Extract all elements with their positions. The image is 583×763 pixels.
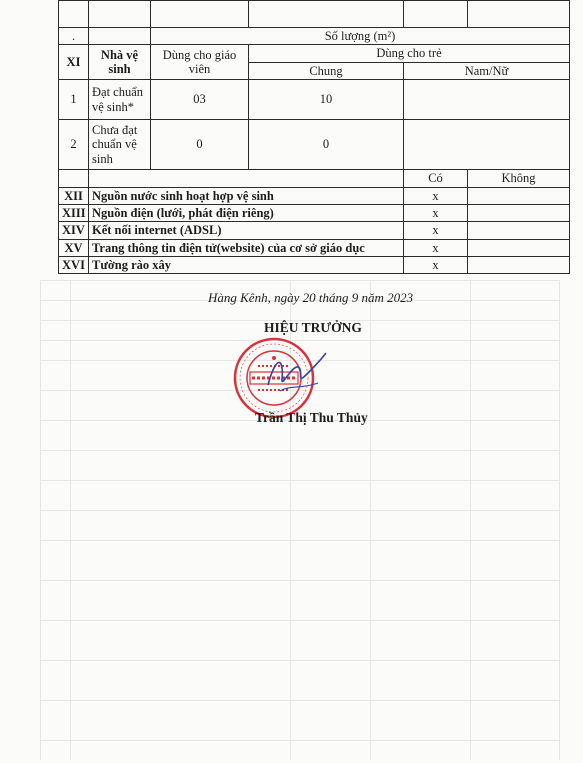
signer-name: Trần Thị Thu Thủy [255,410,368,425]
check-header-row [59,170,570,187]
table-row [59,239,570,256]
header-so-luong: Số lượng (m²) [151,28,570,45]
check-stt: XVI [59,257,89,274]
row-chung: 0 [249,120,404,170]
row-namnu [404,120,570,170]
check-stt: XV [59,239,89,256]
row-gv: 0 [151,120,249,170]
check-khong [468,187,570,204]
header-dung-cho-gv: Dùng cho giáo viên [151,45,249,80]
check-name: Trang thông tin điện tử(website) của cơ sở giáo dục [89,239,404,256]
table-row [59,187,570,204]
header-dot: . [59,28,89,45]
row-name: Chưa đạt chuẩn vệ sinh [89,120,151,170]
check-name: Kết nối internet (ADSL) [89,222,404,239]
check-name: Nguồn nước sinh hoạt hợp vệ sinh [89,187,404,204]
header-nam-nu: Nam/Nữ [404,62,570,79]
signing-date: Hàng Kênh, ngày 20 tháng 9 năm 2023 [208,290,414,305]
signature-icon [262,345,332,405]
check-stt: XIII [59,204,89,221]
table-row [59,222,570,239]
check-khong [468,204,570,221]
row-chung: 10 [249,80,404,120]
check-khong [468,239,570,256]
check-name: Nguồn điện (lưới, phát điện riêng) [89,204,404,221]
table-header-row-1 [59,28,570,45]
table-row [59,204,570,221]
check-co: x [404,204,468,221]
row-stt: 1 [59,80,89,120]
check-co: x [404,239,468,256]
table-top-strip [59,1,570,28]
check-co: x [404,257,468,274]
header-dung-cho-tre: Dùng cho trẻ [249,45,570,62]
table-row [59,80,570,120]
row-name: Đạt chuẩn vệ sinh* [89,80,151,120]
header-khong: Không [468,170,570,187]
table-row [59,120,570,170]
check-co: x [404,222,468,239]
table-row [59,257,570,274]
check-name: Tường rào xây [89,257,404,274]
check-stt: XII [59,187,89,204]
header-chung: Chung [249,62,404,79]
header-xi: XI [59,45,89,80]
header-co: Có [404,170,468,187]
row-stt: 2 [59,120,89,170]
check-co: x [404,187,468,204]
facility-table [58,0,570,274]
table-header-row-2 [59,45,570,62]
check-khong [468,257,570,274]
row-gv: 03 [151,80,249,120]
signer-title: HIỆU TRƯỞNG [264,320,362,335]
check-stt: XIV [59,222,89,239]
check-khong [468,222,570,239]
header-nha-ve-sinh: Nhà vệ sinh [89,45,151,80]
row-namnu [404,80,570,120]
